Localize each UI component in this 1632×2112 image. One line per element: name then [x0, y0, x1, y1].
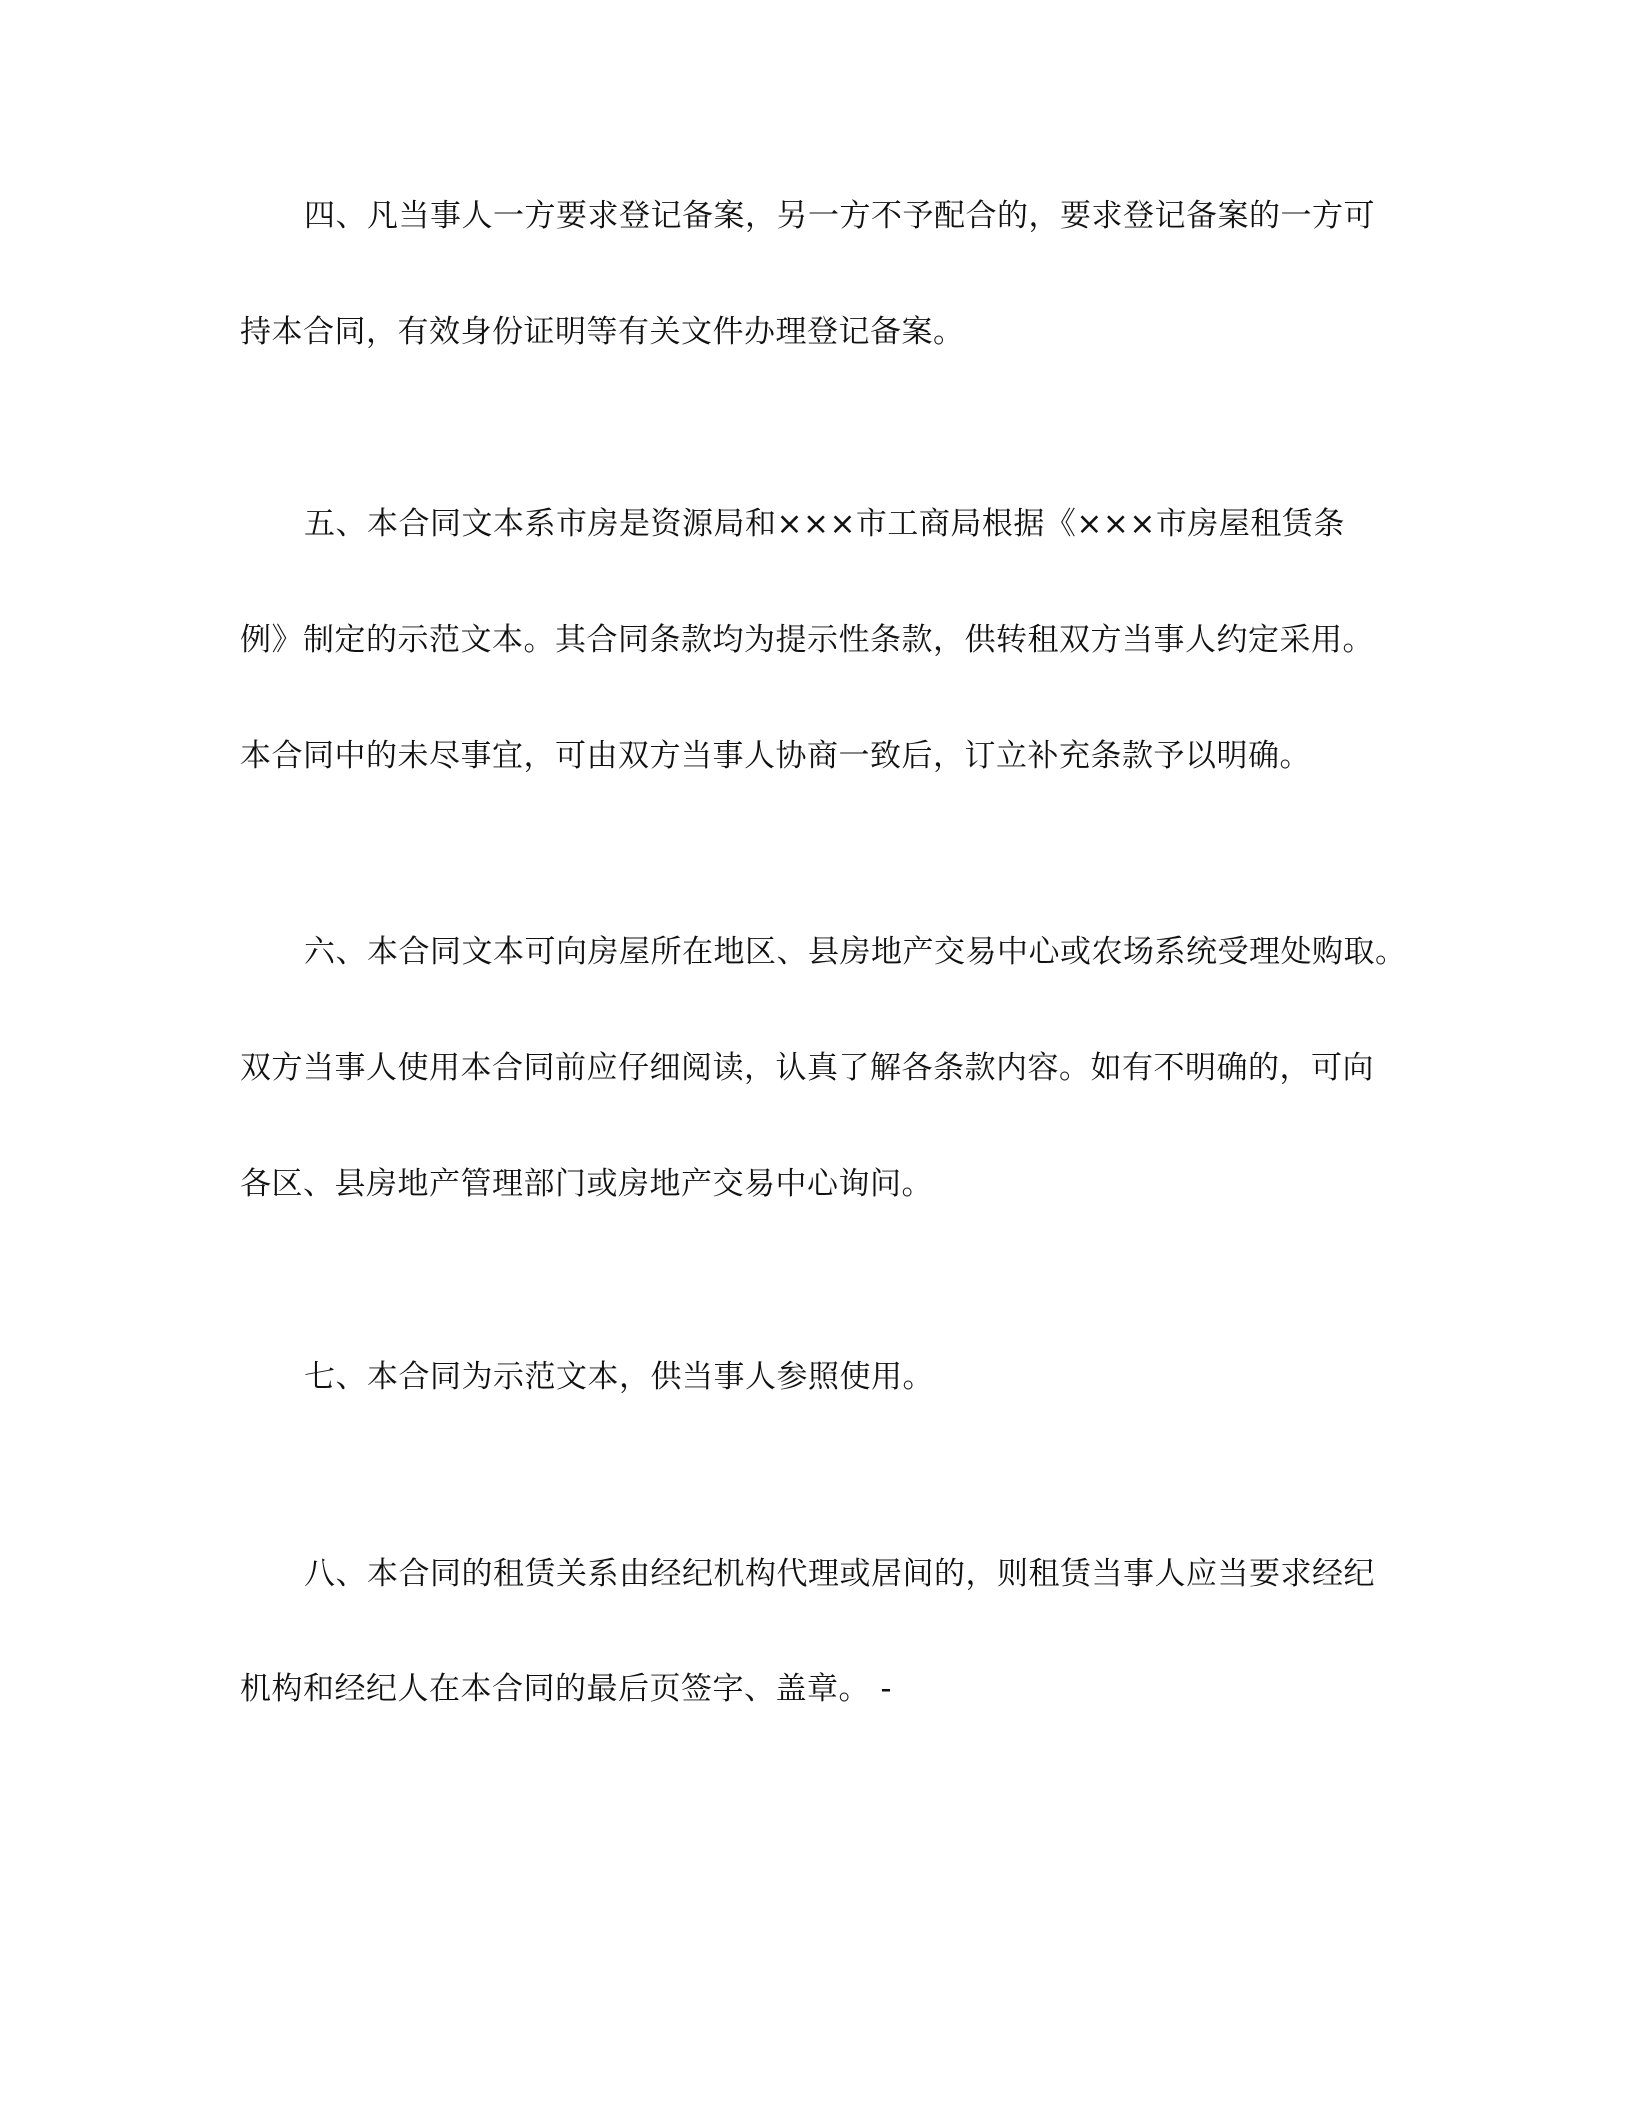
clause-4-line-2: 持本合同，有效身份证明等有关文件办理登记备案。: [240, 314, 965, 350]
clause-6-line-1: 六、本合同文本可向房屋所在地区、县房地产交易中心或农场系统受理处购取。: [304, 934, 1407, 970]
clause-5-line-1: 五、本合同文本系市房是资源局和×××市工商局根据《×××市房屋租赁条: [304, 506, 1345, 542]
clause-6-line-2: 双方当事人使用本合同前应仔细阅读，认真了解各条款内容。如有不明确的，可向: [240, 1050, 1374, 1086]
clause-5-line-3: 本合同中的未尽事宜，可由双方当事人协商一致后，订立补充条款予以明确。: [240, 738, 1311, 774]
clause-5-line-2: 例》制定的示范文本。其合同条款均为提示性条款，供转租双方当事人约定采用。: [240, 622, 1374, 658]
clause-4-line-1: 四、凡当事人一方要求登记备案，另一方不予配合的，要求登记备案的一方可: [304, 198, 1375, 234]
clause-7-line-1: 七、本合同为示范文本，供当事人参照使用。: [304, 1359, 934, 1395]
clause-6-line-3: 各区、县房地产管理部门或房地产交易中心询问。: [240, 1166, 933, 1202]
clause-8-line-1: 八、本合同的租赁关系由经纪机构代理或居间的，则租赁当事人应当要求经纪: [304, 1556, 1375, 1592]
clause-8-line-2: 机构和经纪人在本合同的最后页签字、盖章。 -: [240, 1671, 893, 1707]
